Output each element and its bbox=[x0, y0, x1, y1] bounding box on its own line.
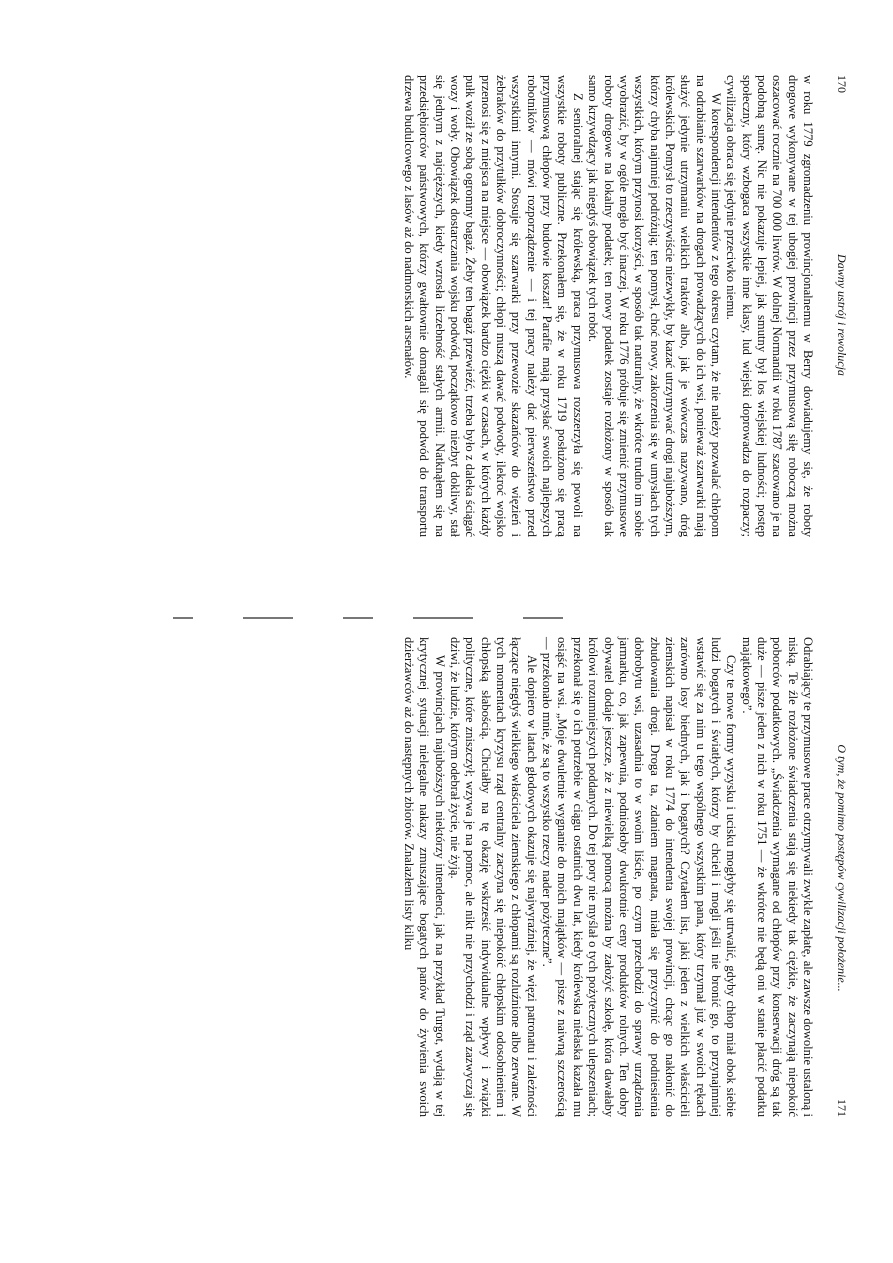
paragraph: W prowincjach najuboższych niektórzy intendenci, jak na przykład Turgot, wydają w tej krytycznej sytuacji nielegalne nakazy zmuszające bogatych panów do żywienia swoich dzierżawców aż do następnych zbiorów. Znalazłem listy kilku bbox=[402, 637, 447, 1117]
paragraph: Ale dopiero w latach głodowych okazuje się najwyraźniej, że więzi patronatu i zależności łączące niegdyś wielkiego właściciela ziemskiego z chłopami są rozluźnione albo zerwane. W tych momentach kryzysu rząd centralny zaczyna się niepokoić chłopskim odosobnieniem i chłopską słabością. Chciałby na tę okazję wskrzesić indywidualne wpływy i związki polityczne, które zniszczył; wzywa je na pomoc, ale nikt nie przychodzi i rząd zazwyczaj się dziwi, że ludzie, którym odebrał życie, nie żyją. bbox=[448, 637, 539, 1117]
left-page-text bbox=[401, 75, 815, 537]
page-number-right: 171 bbox=[835, 1099, 849, 1117]
running-head-right: O tym, że pomimo postępów cywilizacji położenie... bbox=[835, 744, 849, 992]
left-page bbox=[0, 0, 893, 600]
paragraph: Odrabiający te przymusowe prace otrzymywali zwykle zapłatę, ale zawsze dowolnie ustaloną i niską. Te źle rozłożone świadczenia stają się niekiedy tak ciężkie, że zaczynają niepokoić poborców podatkowych. „Świadczenia wymagane od chłopów przy konserwacji dróg są tak duże — pisze jeden z nich w roku 1751 — że wkrótce nie będą oni w stanie płacić podatku majątkowego”. bbox=[739, 637, 815, 1117]
page-number-left: 170 bbox=[835, 75, 849, 93]
paragraph: w roku 1779 zgromadzeniu prowincjonalnemu w Berry dowiadujemy się, że roboty drogowe wykonywane w tej ubogiej prowincji przez przymusową siłę roboczą można oszacować rocznie na 700 000 liwrów. W dolnej Normandii w roku 1787 szacowano je na podobną sumę. Nic nie pokazuje lepiej, jak smutny był los wiejskiej ludności; postęp społeczny, który wzbogaca wszystkie inne klasy, lud wiejski doprowadza do rozpaczy; cywilizacja obraca się jedynie przeciwko niemu. bbox=[724, 75, 815, 537]
left-page-header bbox=[835, 75, 849, 537]
right-page-header bbox=[835, 637, 849, 1117]
right-page-text bbox=[401, 637, 815, 1117]
paragraph: Z senioralnej stając się królewską, praca przymusowa rozszerzyła się powoli na wszystkie roboty publiczne. Przekonałem się, że w roku 1719 posłużono się pracą przymusową chłopów przy budowie koszar! Parafie mają przysłać swoich najlepszych robotników — mówi rozporządzenie — i tej pracy należy dać pierwszeństwo przed wszystkimi innymi. Stosuje się szarwarki przy przewozie skazańców do więzień i żebraków do przytułków dobroczynności; chłopi muszą dawać podwody, ilekroć wojsko przenosi się z miejsca na miejsce — obowiązek bardzo ciężki w czasach, w których każdy pułk woził ze sobą ogromny bagaż. Żeby ten bagaż przewieźć, trzeba było z daleka ściągać wozy i woły. Obowiązek dostarczania wojsku podwód, początkowo niezbyt dokliwy, stał się jednym z najcięższych, kiedy wzrosła liczebność stałych armii. Natknąłem się na przedsiębiorców państwowych, którzy gwałtownie domagali się podwód do transportu drzewa budulcowego z lasów aż do nadmorskich arsenałów. bbox=[402, 75, 585, 537]
paragraph: Czy te nowe formy wyzysku i ucisku mogłyby się utrwalić, gdyby chłop miał obok siebie ludzi bogatych i światłych, którzy by chcieli i mogli jeśli nie bronić go, to przynajmniej wstawić się za nim u tego wspólnego wszystkim pana, który trzymał już w swoich rękach zarówno losy biednych, jak i bogatych? Czytałem list, jaki jeden z wielkich właścicieli ziemskich napisał w roku 1774 do intendenta swojej prowincji, chcąc go nakłonić do zbudowania drogi. Droga ta, zdaniem magnata, miała się przyczynić do podniesienia dobrobytu wsi, uzasadnia to w swoim liście, po czym przechodzi do sprawy urządzenia jarmarku, co, jak zapewnia, podniosłoby dwukrotnie ceny produktów rolnych. Ten dobry obywatel dodaje jeszcze, że z niewielką pomocą można by założyć szkołę, która dawałaby królowi rozumniejszych poddanych. Do tej pory nie myślał o tych pożytecznych ulepszeniach; przekonał się o ich potrzebie w ciągu ostatnich dwu lat, kiedy królewska niełaska kazała mu osiąść na wsi. „Moje dwuletnie wygnanie do moich majątków — pisze z naiwną szczerością — przekonało mnie, że są to wszystko rzeczy nader pożyteczne”. bbox=[540, 637, 739, 1117]
paragraph: W korespondencji intendentów z tego okresu czytam, że nie należy pozwalać chłopom na odrabianie szarwarków na drogach prowadzących do ich wsi, ponieważ szarwarki mają służyć jedynie utrzymaniu wielkich traktów albo, jak je wówczas nazywano, dróg królewskich. Pomysł to rzeczywiście niezwykły, by kazać utrzymywać drogi najuboższym, którzy chyba najmniej podróżują; ten pomysł, choć nowy, zakorzenia się w umysłach tych wszystkich, którym przynosi korzyści, w sposób tak naturalny, że wkrótce trudno im sobie wyobrazić, by w ogóle mogło być inaczej. W roku 1776 próbuje się zmienić przymusowe roboty drogowe na lokalny podatek; ten nowy podatek zostaje rozłożony w sposób tak samo krzywdzący jak niegdyś obowiązek tych robót. bbox=[586, 75, 723, 537]
gutter-scan-marks bbox=[0, 605, 893, 633]
right-page bbox=[0, 632, 893, 1263]
running-head-left: Dawny ustrój i rewolucja bbox=[835, 254, 849, 376]
